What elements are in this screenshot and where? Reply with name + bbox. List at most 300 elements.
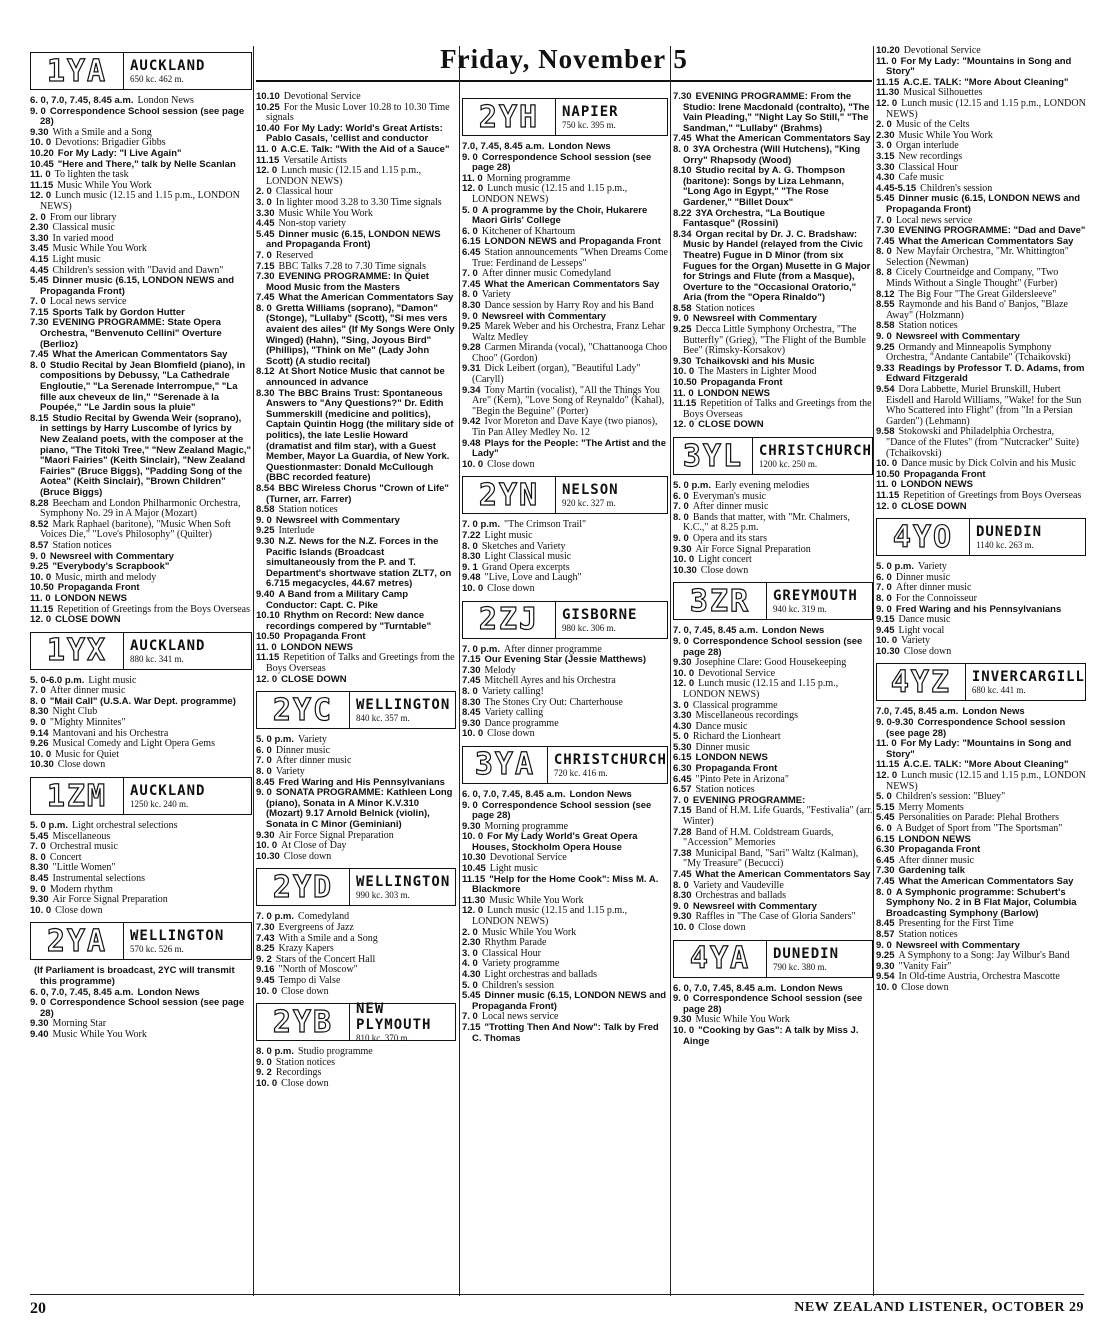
column-2 [256,92,456,1090]
programme-text: Musical Comedy and Light Opera Gems [52,738,215,750]
programme-entry [462,1023,668,1044]
programme-time: 3. 0 [256,196,272,208]
programme-entry [462,460,668,471]
programme-entry [256,230,456,251]
programme-time: 12. 0 [30,190,52,202]
column-4 [673,92,873,1047]
programme-time: 8. 0 [876,246,892,258]
programme-time: 9. 0 [673,313,689,325]
programme-text: Morning Star [52,1018,107,1030]
programme-time: 8.45 [462,707,481,719]
programme-text: "Everybody's Scrapbook" [52,561,170,573]
programme-text: Music While You Work [278,207,373,219]
programme-text: "Trotting Then And Now": Talk by Fred C. Thomas [472,1021,659,1044]
programme-time: 9. 0 [256,1056,272,1068]
station-call-sign: 2YH [463,99,556,135]
programme-entry [30,906,252,917]
programme-time: 10. 0 [462,831,484,843]
station-meta [966,664,1085,700]
station-call-sign: 2YC [257,692,350,728]
programme-time: 11.15 [876,489,900,501]
programme-entry [673,513,873,534]
programme-entry [876,343,1086,364]
station-meta [124,778,251,814]
programme-time: 8.57 [30,539,49,551]
programme-time: 7.45 [673,133,692,145]
programme-entry [876,739,1086,760]
column-divider [253,46,254,1296]
programme-time: 9.28 [462,342,481,354]
programme-text: BBC Talks 7.28 to 7.30 Time signals [278,260,426,272]
programme-text: Correspondence School session (see page 28) [683,635,863,658]
programme-text: Studio Recital by Jean Blomfield (piano), in compositions by Debussy, "La Cathedrale Engloutie," "La Serenade Interrompue," "La fille aux cheveux de lin," "Serenade à la Poupée," "Le Jardin sous la pluie" [40,359,246,414]
programme-entry [30,966,252,987]
programme-time: 7.30 [30,317,49,329]
programme-text: Dance music [695,720,748,732]
programme-text: Studio Recital by Gwenda Weir (soprano), in settings by Harry Luscombe of lyrics by New Zealand poets, with the composer at the piano, "The Titoki Tree," "New Zealand Magic," "Maori Fairies" (Keith Sinclair), "New Zealand Fairies" (Bruce Biggs), "Padding Song of the Aotea" (Keith Sinclair), "Brown Children" (Bruce Biggs) [40,412,252,498]
station-city: AUCKLAND [130,58,206,74]
programme-text: London News [137,95,194,106]
programme-time: 5. 0 [876,791,892,803]
programme-time: 12. 0 [462,183,484,195]
programme-text: CLOSE DOWN [901,500,967,512]
programme-text: Variety calling [484,707,544,719]
programme-time: 10. 0 [256,840,278,852]
programme-text: Mantovani and his Orchestra [52,727,169,739]
programme-text: A Band from a Military Camp Conductor: Capt. C. Pike [266,588,409,611]
programme-time: 7.15 [462,1021,481,1033]
station-meta [124,53,251,89]
station-frequency: 840 kc. 357 m. [356,713,410,724]
programme-entry [30,499,252,520]
programme-text: Newsreel with Commentary [692,313,817,325]
programme-entry [876,57,1086,78]
programme-time: 7.30 [876,225,895,237]
station-frequency: 1200 kc. 250 m. [758,459,818,469]
programme-text: Lunch music (12.15 and 1.15 p.m., LONDON NEWS) [683,678,839,700]
programme-time: 5. 0 p.m. [876,561,915,573]
programme-time: 8. 0 [462,289,478,301]
programme-time: 3.15 [876,150,895,162]
programme-text: Close down [700,564,749,576]
programme-entry [673,923,873,934]
programme-entry [673,679,873,700]
programme-time: 10. 0 [30,748,52,760]
programme-entry [876,647,1086,658]
station-meta [767,941,872,977]
programme-time: 7. 0 p.m. [256,911,295,923]
programme-time: 4.30 [876,172,895,184]
programme-text: What the American Commentators Say [52,349,228,361]
programme-text: Correspondence School session (see page 28) [886,717,1066,739]
page-title: Friday, November 5 [440,44,688,74]
programme-time: 9.31 [462,363,481,375]
programme-text: Miscellaneous [52,830,111,842]
programme-text: Dance music [898,614,951,626]
programme-time: 11. 0 [30,169,51,181]
programme-time: 2.30 [30,222,49,234]
programme-time: 11.15 [256,154,280,166]
programme-text: From our library [49,211,117,223]
programme-text: London News [780,982,843,994]
programme-time: 8. 0 [462,685,478,697]
programme-time: 7. 0 p.m. [462,643,501,655]
programme-time: 7.30 [673,91,692,102]
programme-text: Station notices [52,539,112,551]
programme-text: Cicely Courtneidge and Company, "Two Minds Without a Single Thought" (Furber) [886,267,1059,290]
programme-entry [876,268,1086,289]
programme-text: The Stones Cry Out: Charterhouse [484,696,623,708]
footer-rule [30,1294,1084,1295]
programme-text: Mark Raphael (baritone), "Music When Soft Voices Die," "Love's Philosophy" (Quilter) [40,518,231,541]
programme-time: 11. 0 [462,172,483,184]
programme-time: 6. 0, 7.0, 7.45, 8.45 a.m. [30,95,134,106]
programme-text: London News [569,788,632,800]
programme-time: 9.54 [876,384,895,395]
title-rule [256,80,872,82]
programme-time: 11. 0 [876,738,897,750]
programme-time: 7.45 [462,675,481,687]
programme-time: 8.12 [256,366,275,378]
programme-time: 10.10 [256,91,280,102]
programme-time: 5.15 [876,801,895,813]
programme-text: EVENING PROGRAMME: In Quiet Mood Music from the Masters [266,271,429,293]
programme-time: 10.10 [256,610,280,622]
programme-time: 10. 0 [673,921,695,933]
programme-text: A Symphonic programme: Schubert's Symphony No. 2 in B Flat Major, Columbia Broadcasting Symphony (Barlow) [886,886,1077,919]
programme-time: 2. 0 [462,926,478,938]
programme-text: Music While You Work [695,1014,790,1026]
programme-time: 10. 0 [462,582,484,594]
programme-text: Variety [481,289,511,301]
programme-text: Recordings [275,1067,322,1079]
programme-text: Dinner music (6.15, LONDON NEWS and Propaganda Front) [886,193,1081,215]
programme-text: Lunch music (12.15 and 1.15 p.m., LONDON NEWS) [886,770,1086,792]
programme-entry [673,849,873,870]
programme-text: N.Z. News for the N.Z. Forces in the Pacific Islands (Broadcast simultaneously from the P. and T. Department's shortwave station ZLT7, on 6.715 megacycles, 44.67 metres) [266,535,452,590]
programme-time: 11.15 [876,759,900,771]
programme-time: 10. 0 [673,1024,695,1036]
programme-time: 10.50 [30,582,54,594]
programme-text: What the American Commentators Say [695,869,871,880]
programme-time: 6.30 [876,844,895,856]
programme-time: 12. 0 [462,905,484,917]
programme-entry [462,153,668,174]
programme-time: 10.50 [876,468,900,480]
programme-time: 5.45 [876,812,895,824]
programme-text: New Mayfair Orchestra, "Mr. Whittington" Selection (Newman) [886,246,1069,268]
programme-text: "Live, Love and Laugh" [484,572,582,584]
programme-time: 9.30 [673,543,692,555]
programme-entry [462,364,668,385]
programme-text: Light concert [698,554,752,566]
programme-time: 11. 0 [876,479,897,491]
programme-time: 10. 0 [673,554,695,566]
programme-time: 7. 0 [30,685,46,697]
programme-time: 8.30 [673,890,692,902]
programme-time: 5. 0 [673,731,689,743]
programme-text: After dinner music [49,685,126,697]
programme-time: 9.30 [673,911,692,923]
programme-time: 10. 0 [30,137,52,149]
station-frequency: 650 kc. 462 m. [130,74,184,84]
programme-time: 9.40 [256,588,275,600]
programme-time: 7. 0 [876,214,892,226]
programme-text: 3YA Orchestra, "La Boutique Fantasque" (Rossini) [683,207,825,230]
station-call-sign: 1YX [31,633,124,669]
programme-entry [462,729,668,740]
programme-text: LONDON NEWS [900,479,973,491]
programme-text: London News [962,706,1025,718]
programme-entry [30,1030,252,1041]
programme-text: Municipal Band, "Sari" Waltz (Kalman), "My Treasure" (Becucci) [683,847,859,870]
programme-text: Propaganda Front [898,844,981,856]
programme-entry [462,322,668,343]
programme-text: Close down [57,759,106,771]
programme-text: "Cooking by Gas": A talk by Miss J. Ainge [683,1024,859,1047]
programme-text: Air Force Signal Preparation [278,829,394,841]
programme-time: 9. 0 [256,514,272,526]
programme-time: 9.58 [876,426,895,438]
programme-time: 10.20 [30,147,54,159]
programme-time: 11.15 [673,398,697,410]
programme-text: Tempo di Valse [278,974,341,986]
programme-time: 2. 0 [876,119,892,131]
programme-time: 8.30 [462,696,481,708]
programme-text: Raymonde and his Band o' Banjos, "Blaze Away" (Holzmann) [886,299,1068,321]
programme-entry [30,615,252,626]
programme-time: 4.30 [462,969,481,980]
programme-text: Station notices [898,928,958,940]
programme-text: Station notices [695,302,755,314]
programme-entry [876,888,1086,920]
programme-time: 11.15 [256,652,280,664]
programme-time: 7. 0, 7.45, 8.45 a.m. [673,625,759,637]
programme-time: 7.15 [462,654,481,666]
programme-time: 9.30 [256,829,275,841]
programme-time: 4.45 [30,264,49,276]
programme-text: For My Lady: World's Great Artists: Pablo Casals, 'cellist and conductor [266,122,443,145]
programme-entry [256,389,456,484]
programme-time: 7.15 [30,306,49,318]
station-header [462,746,668,784]
programme-entry [462,248,668,269]
programme-text: Rhythm on Record: New dance recordings compered by "Turntable" [266,610,432,632]
programme-entry [462,991,668,1012]
station-header [876,663,1086,701]
column-divider [873,46,874,1296]
programme-text: What the American Commentators Say [278,292,454,304]
programme-time: 6.15 [462,236,481,248]
programme-time: 9. 0 [462,310,478,322]
programme-time: 8.58 [876,320,895,332]
programme-time: 8.30 [30,862,49,874]
station-call-sign: 2YD [257,869,350,905]
programme-text: EVENING PROGRAMME: From the Studio: Irene Macdonald (contralto), "The Vain Pleading," "Night Lay So Still," "The Sandman," "Lullaby" (Brahms) [683,91,870,134]
programme-text: Repetition of Talks and Greetings from the Boys Overseas [683,398,872,420]
programme-text: At Short Notice Music that cannot be announced in advance [266,366,445,389]
programme-time: 9. 0 [673,993,689,1005]
programme-text: Reserved [275,249,314,261]
programme-text: Melody [484,664,516,676]
programme-time: 7.43 [256,932,275,944]
programme-text: Comedyland [298,911,350,923]
programme-text: Newsreel with Commentary [895,331,1020,343]
programme-text: A.C.E. Talk: "With the Aid of a Sauce" [280,143,450,155]
station-header [30,632,252,670]
programme-time: 6.45 [673,773,692,785]
programme-text: Repetition of Talks and Greetings from the Boys Overseas [266,652,455,675]
programme-time: 9. 0 [462,799,478,811]
programme-text: Station notices [898,320,958,332]
station-call-sign: 2ZJ [463,602,556,638]
programme-text: Versatile Artists [283,154,347,166]
programme-text: Music for Quiet [55,748,120,760]
programme-time: 9. 0 [30,997,46,1009]
programme-text: With a Smile and a Song [52,126,152,138]
programme-text: Light orchestras and ballads [484,969,597,980]
programme-text: Light orchestral selections [72,820,178,832]
programme-time: 10.30 [256,850,280,862]
programme-entry [256,272,456,293]
programme-text: "The Crimson Trail" [504,519,587,531]
programme-entry [462,584,668,595]
programme-text: Close down [55,904,103,916]
column-5 [876,46,1086,994]
programme-time: 5.45 [256,228,275,240]
programme-time: 8.57 [876,928,895,940]
programme-time: 7. 0 [876,582,892,594]
programme-text: Personalities on Parade: Plehal Brothers [898,812,1060,824]
station-city: GISBORNE [562,606,638,623]
programme-time: 7. 0 [462,268,478,280]
programme-text: Merry Moments [898,801,964,813]
programme-entry [876,194,1086,215]
programme-time: 8. 0 [30,695,46,707]
programme-time: 5. 0 p.m. [256,734,295,746]
programme-entry [673,209,873,230]
programme-time: 3.30 [256,207,275,219]
programme-text: Close down [487,458,535,470]
programme-time: 7.30 [256,271,275,283]
programme-time: 8.25 [256,943,275,955]
programme-time: 3.30 [30,232,49,244]
programme-time: 12. 0 [673,419,695,431]
programme-text: For My Lady World's Great Opera Houses, Stockholm Opera House [472,831,638,853]
programme-text: Local news service [49,296,127,308]
programme-text: (If Parliament is broadcast, 2YC will transmit this programme) [34,965,235,987]
programme-entry [30,361,252,414]
programme-time: 7. 0 [256,755,272,767]
programme-time: 12. 0 [673,678,695,690]
programme-text: LONDON NEWS [697,387,770,399]
programme-time: 12. 0 [30,614,52,626]
page-number: 20 [30,1300,46,1317]
programme-time: 8.30 [462,299,481,311]
programme-text: Fred Waring and his Pennsylvanians [895,603,1062,615]
programme-time: 9.30 [30,126,49,138]
programme-text: For My Lady: "Mountains in Song and Story" [886,738,1072,760]
programme-entry [256,484,456,505]
programme-time: 9.30 [876,960,895,972]
station-frequency: 720 kc. 416 m. [553,767,608,778]
programme-entry [673,230,873,304]
programme-time: 11.30 [876,87,900,99]
programme-time: 5. 0-6.0 p.m. [30,674,85,686]
station-header [462,98,668,136]
programme-time: 8.22 [673,207,692,219]
programme-text: For the Music Lover 10.28 to 10.30 Time signals [266,101,450,124]
station-call-sign: 4YA [674,941,767,977]
programme-time: 9. 2 [256,1067,272,1079]
programme-text: Close down [901,981,949,993]
programme-text: London News [137,986,200,998]
programme-text: Marek Weber and his Orchestra, Franz Lehar Waltz Medley [472,321,665,343]
programme-time: 8. 0 [673,879,689,891]
programme-entry [462,343,668,364]
station-header [30,777,252,815]
programme-text: At Close of Day [281,840,347,852]
programme-entry [876,385,1086,427]
programme-text: After dinner music [692,501,769,513]
programme-time: 10.25 [256,101,280,113]
station-frequency: 750 kc. 395 m. [562,120,616,130]
station-call-sign: 2YN [463,477,556,513]
programme-text: After dinner music [275,755,352,767]
programme-time: 9.25 [462,321,481,333]
programme-time: 10. 0 [256,985,278,997]
programme-text: Classical Hour [898,161,958,173]
programme-text: Music of the Celts [895,119,970,131]
programme-time: 10. 0 [462,458,484,470]
programme-text: Close down [698,921,746,933]
programme-entry [256,166,456,187]
programme-time: 8.52 [30,518,49,530]
programme-time: 8. 0 [876,886,892,898]
programme-time: 10. 0 [876,981,898,993]
programme-text: Close down [487,728,535,740]
programme-text: Ormandy and Minneapolis Symphony Orchestra, "Andante Cantabile" (Tchaikovski) [886,341,1071,364]
station-meta [124,923,251,959]
programme-text: Early evening melodies [715,480,810,491]
programme-time: 8. 0 [876,592,892,604]
programme-time: 5. 0 [462,204,478,216]
programme-time: 7.28 [673,826,692,838]
programme-text: Modern rhythm [49,883,113,895]
programme-time: 2.30 [876,129,895,141]
programme-time: 10.40 [256,122,280,134]
programme-text: "Vanity Fair" [898,960,952,972]
programme-time: 10.20 [876,45,900,56]
programme-text: Everyman's music [692,490,767,502]
programme-time: 6.45 [876,854,895,866]
programme-time: 5. 0 p.m. [673,480,712,491]
programme-text: Local news service [895,214,973,226]
programme-text: Our Evening Star (Jessie Matthews) [484,654,647,666]
station-city: AUCKLAND [130,637,206,654]
station-header [673,940,873,978]
programme-entry [256,304,456,368]
programme-time: 10.50 [256,631,280,643]
programme-time: 9.40 [30,1028,49,1040]
programme-text: EVENING PROGRAMME: "Dad and Dave" [898,225,1086,237]
programme-text: Stokowski and Philadelphia Orchestra, "Dance of the Flutes" (from "Nutcracker" Suite) (Tchaikovski) [886,426,1079,459]
programme-time: 3. 0 [876,140,892,152]
programme-text: For the Connoisseur [895,592,977,604]
station-frequency: 810 kc. 370 m. [356,1033,410,1044]
programme-time: 7. 0 p.m. [462,519,501,531]
programme-text: Dinner music [275,744,331,756]
